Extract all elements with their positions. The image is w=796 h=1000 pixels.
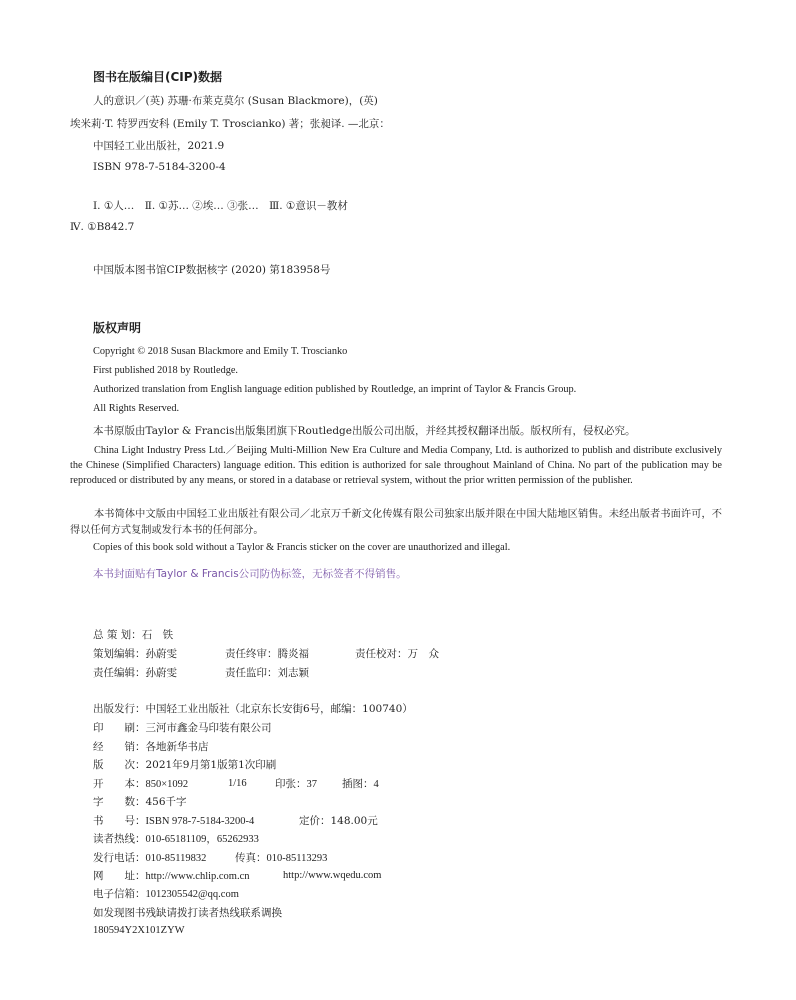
field-label: 书 号： bbox=[93, 815, 146, 827]
field-label: 电子信箱： bbox=[93, 888, 146, 900]
credit-row bbox=[225, 647, 309, 661]
copyright-line: First published 2018 by Routledge. bbox=[93, 365, 239, 376]
credit-label: 策划编辑： bbox=[93, 648, 146, 660]
sheets-value: 37 bbox=[306, 779, 317, 790]
defect-notice: 如发现图书残缺请拨打读者热线联系调换 bbox=[93, 907, 282, 919]
field-label: 发行电话： bbox=[93, 852, 146, 864]
field-label: 插图： bbox=[342, 778, 374, 790]
credit-label: 责任监印： bbox=[225, 667, 278, 679]
credit-row bbox=[93, 628, 173, 642]
cip-heading: 图书在版编目(CIP)数据 bbox=[93, 70, 223, 84]
cip-core-number: 中国版本图书馆CIP数据核字 (2020) 第183958号 bbox=[93, 264, 331, 276]
copyright-line: Copyright © 2018 Susan Blackmore and Emily T. Troscianko bbox=[93, 346, 348, 357]
china-light-paragraph: China Light Industry Press Ltd.／Beijing Multi-Million New Era Culture and Media Company, Ltd. is authorized to publish and distribute exclusively the Chinese (Simplified Characters) language edition. This edition is authorized for sale throughout Mainland of China. No part of the publication may be reproduced or distributed by any means, or stored in a database or retrieval system, without the prior written permission of the publisher. bbox=[70, 445, 722, 486]
email-link[interactable]: 1012305542@qq.com bbox=[145, 889, 239, 900]
field-label: 开 本： bbox=[93, 778, 146, 790]
printer-row bbox=[93, 721, 272, 735]
field-label: 版 次： bbox=[93, 759, 146, 771]
isbn-value: ISBN 978-7-5184-3200-4 bbox=[145, 816, 255, 827]
field-label: 印张： bbox=[275, 778, 307, 790]
format-row bbox=[93, 777, 188, 792]
distributor-row bbox=[93, 740, 209, 754]
copyright-heading: 版权声明 bbox=[93, 321, 142, 335]
cip-line: 人的意识／(英) 苏珊·布莱克莫尔 (Susan Blackmore)，(英) bbox=[93, 95, 378, 107]
credit-label: 责任校对： bbox=[355, 648, 408, 660]
cn-exclusive-paragraph: 本书简体中文版由中国轻工业出版社有限公司／北京万千新文化传媒有限公司独家出版并限在中国大陆地区销售。未经出版者书面许可，不得以任何方式复制或发行本书的任何部分。 bbox=[70, 509, 722, 536]
publisher-row bbox=[93, 702, 413, 716]
sticker-en: Copies of this book sold without a Taylor & Francis sticker on the cover are unauthorized and illegal. bbox=[93, 542, 511, 553]
credit-label: 责任终审： bbox=[225, 648, 278, 660]
price-value: 148.00元 bbox=[330, 815, 378, 827]
hotline-row bbox=[93, 832, 259, 847]
credit-value: 腾炎福 bbox=[277, 648, 309, 660]
email-row bbox=[93, 887, 239, 902]
cip-classification: Ⅰ. ①人… Ⅱ. ①苏… ②埃… ③张… Ⅲ. ①意识－教材 bbox=[93, 200, 348, 212]
edition-row bbox=[93, 758, 276, 772]
illustrations-field bbox=[342, 777, 379, 792]
credit-row bbox=[93, 647, 177, 661]
credit-value: 孙蔚雯 bbox=[145, 648, 177, 660]
fax-field bbox=[235, 851, 327, 866]
copyright-line: All Rights Reserved. bbox=[93, 403, 180, 414]
field-label: 印 刷： bbox=[93, 722, 146, 734]
field-label: 字 数： bbox=[93, 796, 146, 808]
credit-label: 总 策 划： bbox=[93, 629, 142, 641]
format-fraction: 1/16 bbox=[228, 778, 247, 789]
credit-value: 孙蔚雯 bbox=[145, 667, 177, 679]
website-row bbox=[93, 869, 250, 884]
cip-line: 中国轻工业出版社，2021.9 bbox=[93, 140, 225, 152]
hotline-value: 010-65181109，65262933 bbox=[145, 834, 259, 845]
phone-row bbox=[93, 851, 206, 866]
copyright-cn-notice: 本书原版由Taylor & Francis出版集团旗下Routledge出版公司出版，并经其授权翻译出版。版权所有，侵权必究。 bbox=[93, 425, 636, 437]
copyright-line: Authorized translation from English language edition published by Routledge, an imprint of Taylor & Francis Group. bbox=[93, 384, 577, 395]
sticker-cn: 本书封面贴有Taylor & Francis公司防伪标签，无标签者不得销售。 bbox=[93, 568, 407, 580]
print-code: 180594Y2X101ZYW bbox=[93, 925, 185, 936]
credit-label: 责任编辑： bbox=[93, 667, 146, 679]
field-label: 传真： bbox=[235, 852, 267, 864]
credit-row bbox=[225, 666, 309, 680]
words-value: 456千字 bbox=[145, 796, 187, 808]
phone-value: 010-85119832 bbox=[145, 853, 207, 864]
edition-value: 2021年9月第1版第1次印刷 bbox=[145, 759, 277, 771]
field-label: 定价： bbox=[299, 815, 331, 827]
field-label: 出版发行： bbox=[93, 703, 146, 715]
credit-value: 万 众 bbox=[407, 648, 439, 660]
field-label: 经 销： bbox=[93, 741, 146, 753]
website-link[interactable]: http://www.wqedu.com bbox=[283, 870, 382, 881]
sheets-field bbox=[275, 777, 317, 792]
isbn-row bbox=[93, 814, 254, 829]
cip-line: ISBN 978-7-5184-3200-4 bbox=[93, 161, 226, 173]
publisher-value: 中国轻工业出版社（北京东长安街6号，邮编：100740） bbox=[145, 703, 413, 715]
field-label: 网 址： bbox=[93, 870, 146, 882]
credit-value: 刘志颖 bbox=[277, 667, 309, 679]
printer-value: 三河市鑫金马印装有限公司 bbox=[145, 722, 272, 734]
credit-value: 石 铁 bbox=[141, 629, 174, 641]
cip-line: 埃米莉·T. 特罗西安科 (Emily T. Troscianko) 著；张昶译. —北京： bbox=[70, 118, 390, 130]
price-field bbox=[299, 814, 378, 828]
distributor-value: 各地新华书店 bbox=[145, 741, 209, 753]
cip-classification: Ⅳ. ①B842.7 bbox=[70, 221, 135, 233]
illustrations-value: 4 bbox=[373, 779, 379, 790]
fax-value: 010-85113293 bbox=[266, 853, 328, 864]
credit-row bbox=[355, 647, 439, 661]
field-label: 读者热线： bbox=[93, 833, 146, 845]
credit-row bbox=[93, 666, 177, 680]
words-row bbox=[93, 795, 187, 809]
format-value: 850×1092 bbox=[145, 779, 189, 790]
website-link[interactable]: http://www.chlip.com.cn bbox=[145, 871, 250, 882]
